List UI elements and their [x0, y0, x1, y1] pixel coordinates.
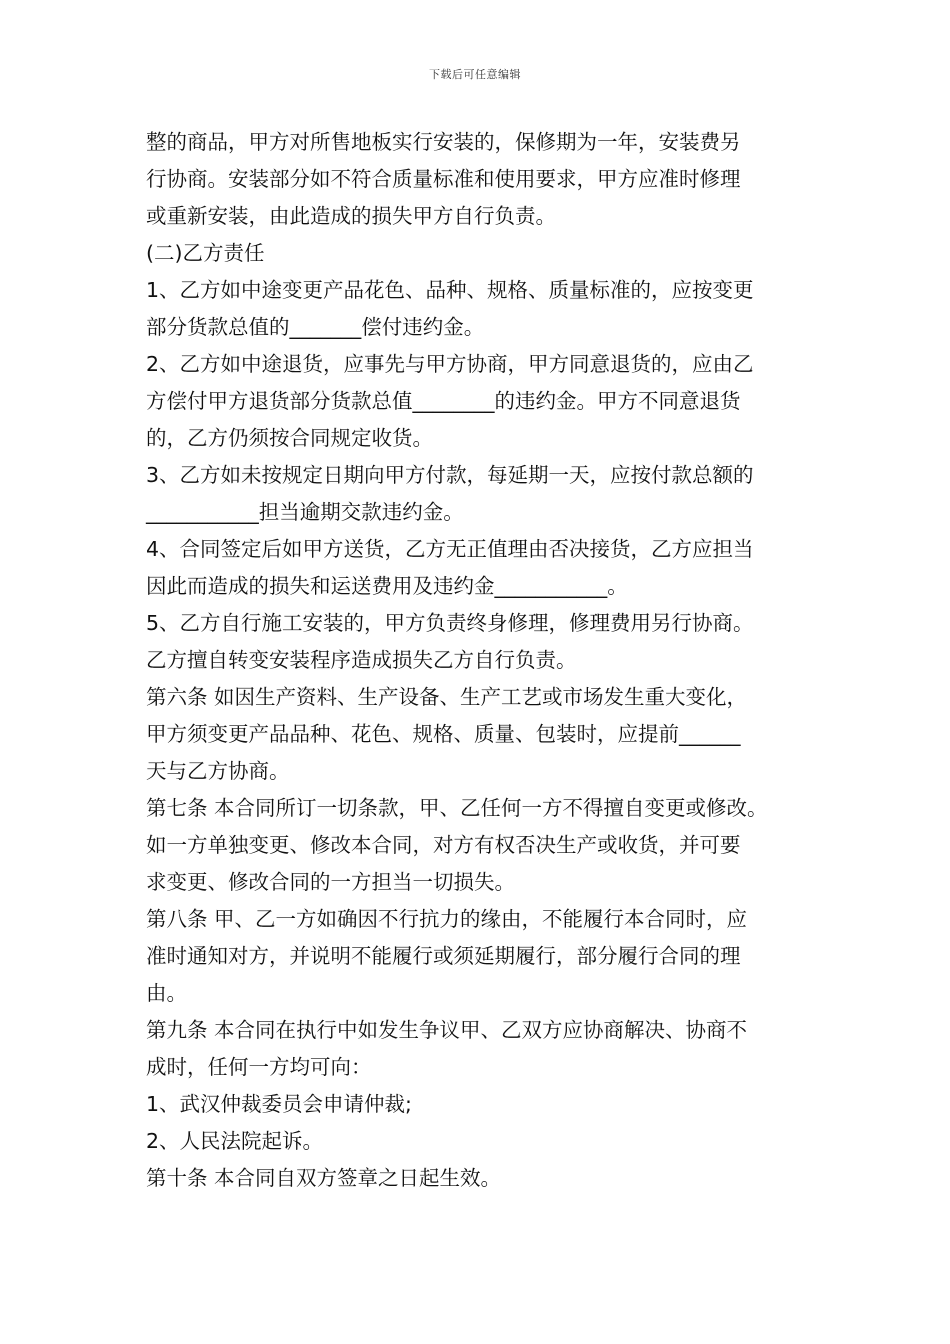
text-line: 部分货款总值的_______偿付违约金。: [146, 315, 485, 339]
text-line: 3、乙方如未按规定日期向甲方付款，每延期一天，应按付款总额的: [146, 463, 754, 487]
text-line: 2、人民法院起诉。: [146, 1129, 324, 1153]
text-line: 如一方单独变更、修改本合同，对方有权否决生产或收货，并可要: [146, 833, 741, 857]
text-line: 1、乙方如中途变更产品花色、品种、规格、质量标准的，应按变更: [146, 278, 754, 302]
text-line: 天与乙方协商。: [146, 759, 290, 783]
article-6-line: 第六条 如因生产资料、生产设备、生产工艺或市场发生重大变化，: [146, 685, 748, 709]
text-line: ___________担当逾期交款违约金。: [146, 500, 464, 524]
text-line: 求变更、修改合同的一方担当一切损失。: [146, 870, 515, 894]
text-line: 行协商。安装部分如不符合质量标准和使用要求，甲方应准时修理: [146, 167, 741, 191]
text-line: 整的商品，甲方对所售地板实行安装的，保修期为一年，安装费另: [146, 130, 741, 154]
text-line: 由。: [146, 981, 187, 1005]
text-line: 因此而造成的损失和运送费用及违约金___________。: [146, 574, 628, 598]
text-line: 方偿付甲方退货部分货款总值________的违约金。甲方不同意退货: [146, 389, 741, 413]
text-line: 准时通知对方，并说明不能履行或须延期履行，部分履行合同的理: [146, 944, 741, 968]
article-7-line: 第七条 本合同所订一切条款，甲、乙任何一方不得擅自变更或修改。: [146, 796, 768, 820]
section-heading: (二)乙方责任: [146, 241, 265, 265]
article-10-line: 第十条 本合同自双方签章之日起生效。: [146, 1166, 502, 1190]
text-line: 1、武汉仲裁委员会申请仲裁;: [146, 1092, 412, 1116]
text-line: 5、乙方自行施工安装的，甲方负责终身修理，修理费用另行协商。: [146, 611, 754, 635]
text-line: 成时，任何一方均可向：: [146, 1055, 372, 1079]
text-line: 2、乙方如中途退货，应事先与甲方协商，甲方同意退货的，应由乙: [146, 352, 754, 376]
text-line: 乙方擅自转变安装程序造成损失乙方自行负责。: [146, 648, 577, 672]
text-line: 的，乙方仍须按合同规定收货。: [146, 426, 433, 450]
article-8-line: 第八条 甲、乙一方如确因不行抗力的缘由，不能履行本合同时，应: [146, 907, 748, 931]
contract-body: [146, 124, 816, 1197]
page-header: 下载后可任意编辑: [429, 68, 521, 81]
text-line: 4、合同签定后如甲方送货，乙方无正值理由否决接货，乙方应担当: [146, 537, 754, 561]
article-9-line: 第九条 本合同在执行中如发生争议甲、乙双方应协商解决、协商不: [146, 1018, 748, 1042]
text-line: 甲方须变更产品品种、花色、规格、质量、包装时，应提前______: [146, 722, 741, 746]
text-line: 或重新安装，由此造成的损失甲方自行负责。: [146, 204, 556, 228]
